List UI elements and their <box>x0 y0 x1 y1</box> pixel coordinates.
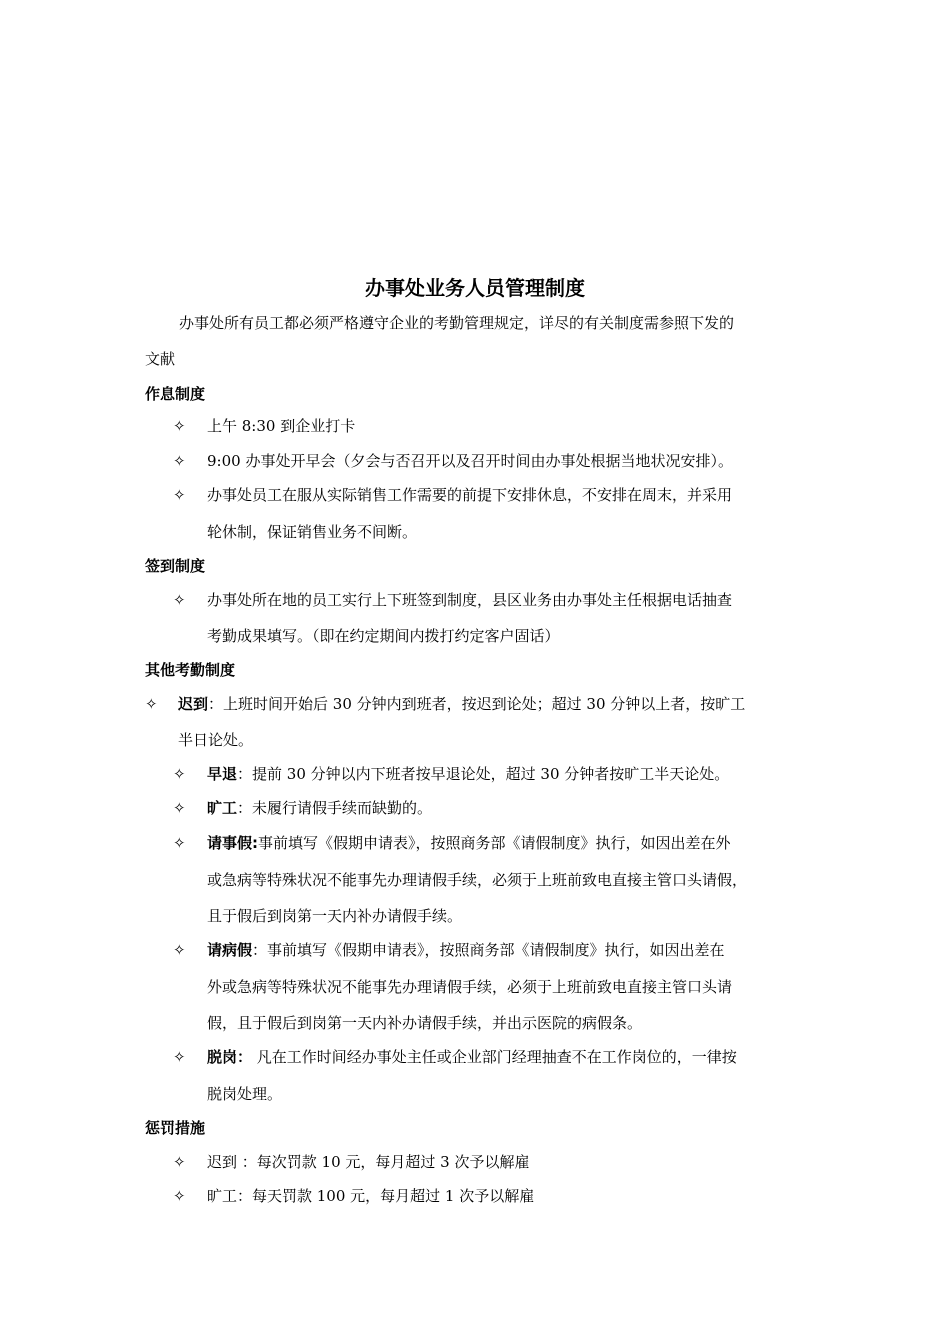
late-text: ：上班时间开始后 30 分钟内到班者，按迟到论处；超过 30 分钟以上者，按旷工 <box>208 695 746 713</box>
sick-leave-line-2: 外或急病等特殊状况不能事先办理请假手续，必须于上班前致电直接主管口头请 <box>207 978 733 996</box>
late-rule-line-1 <box>178 694 745 714</box>
bullet-icon: ✧ <box>173 1048 186 1066</box>
section-heading-sign-in: 签到制度 <box>145 557 206 575</box>
section-heading-penalty: 惩罚措施 <box>145 1119 206 1137</box>
sick-leave-text: ：事前填写《假期申请表》，按照商务部《请假制度》执行，如因出差在 <box>252 941 725 959</box>
section-heading-other: 其他考勤制度 <box>145 661 236 679</box>
personal-leave-line-1 <box>207 833 731 853</box>
off-post-text: 凡在工作时间经办事处主任或企业部门经理抽查不在工作岗位的，一律按 <box>252 1048 737 1066</box>
section-heading-work-rest: 作息制度 <box>145 385 206 403</box>
off-post-line-2: 脱岗处理。 <box>207 1085 283 1103</box>
absent-text: ：未履行请假手续而缺勤的。 <box>237 799 433 817</box>
off-post-line-1 <box>207 1047 737 1067</box>
work-rest-item-3-line-2: 轮休制，保证销售业务不间断。 <box>207 523 418 541</box>
early-text: ：提前 30 分钟以内下班者按早退论处，超过 30 分钟者按旷工半天论处。 <box>237 765 730 783</box>
penalty-item-1: 迟到 ：每次罚款 10 元，每月超过 3 次予以解雇 <box>207 1153 530 1171</box>
personal-leave-label: 请事假: <box>207 834 258 852</box>
off-post-label: 脱岗： <box>207 1048 253 1066</box>
bullet-icon: ✧ <box>173 1187 186 1205</box>
personal-leave-text: 事前填写《假期申请表》，按照商务部《请假制度》执行，如因出差在外 <box>258 834 731 852</box>
work-rest-item-2: 9:00 办事处开早会（夕会与否召开以及召开时间由办事处根据当地状况安排）。 <box>207 452 733 470</box>
bullet-icon: ✧ <box>145 695 158 713</box>
sick-leave-line-3: 假，且于假后到岗第一天内补办请假手续，并出示医院的病假条。 <box>207 1014 643 1032</box>
bullet-icon: ✧ <box>173 591 186 609</box>
bullet-icon: ✧ <box>173 452 186 470</box>
personal-leave-line-2: 或急病等特殊状况不能事先办理请假手续，必须于上班前致电直接主管口头请假， <box>207 871 748 889</box>
bullet-icon: ✧ <box>173 486 186 504</box>
early-label: 早退 <box>207 765 238 783</box>
late-label: 迟到 <box>178 695 209 713</box>
early-rule <box>207 764 729 784</box>
sick-leave-label: 请病假 <box>207 941 253 959</box>
work-rest-item-1: 上午 8:30 到企业打卡 <box>207 417 356 435</box>
bullet-icon: ✧ <box>173 417 186 435</box>
intro-line-1: 办事处所有员工都必须严格遵守企业的考勤管理规定，详尽的有关制度需参照下发的 <box>179 314 735 332</box>
personal-leave-line-3: 且于假后到岗第一天内补办请假手续。 <box>207 907 463 925</box>
intro-line-2: 文献 <box>145 350 176 368</box>
absent-label: 旷工 <box>207 799 238 817</box>
absent-rule <box>207 798 432 818</box>
work-rest-item-3-line-1: 办事处员工在服从实际销售工作需要的前提下安排休息，不安排在周末，并采用 <box>207 486 733 504</box>
penalty-item-2: 旷工：每天罚款 100 元，每月超过 1 次予以解雇 <box>207 1187 535 1205</box>
late-rule-line-2: 半日论处。 <box>178 731 254 749</box>
bullet-icon: ✧ <box>173 1153 186 1171</box>
bullet-icon: ✧ <box>173 799 186 817</box>
sick-leave-line-1 <box>207 940 725 960</box>
document-title: 办事处业务人员管理制度 <box>365 276 585 300</box>
sign-in-item-line-2: 考勤成果填写。（即在约定期间内拨打约定客户固话） <box>207 627 560 645</box>
bullet-icon: ✧ <box>173 765 186 783</box>
bullet-icon: ✧ <box>173 834 186 852</box>
bullet-icon: ✧ <box>173 941 186 959</box>
sign-in-item-line-1: 办事处所在地的员工实行上下班签到制度，县区业务由办事处主任根据电话抽查 <box>207 591 733 609</box>
